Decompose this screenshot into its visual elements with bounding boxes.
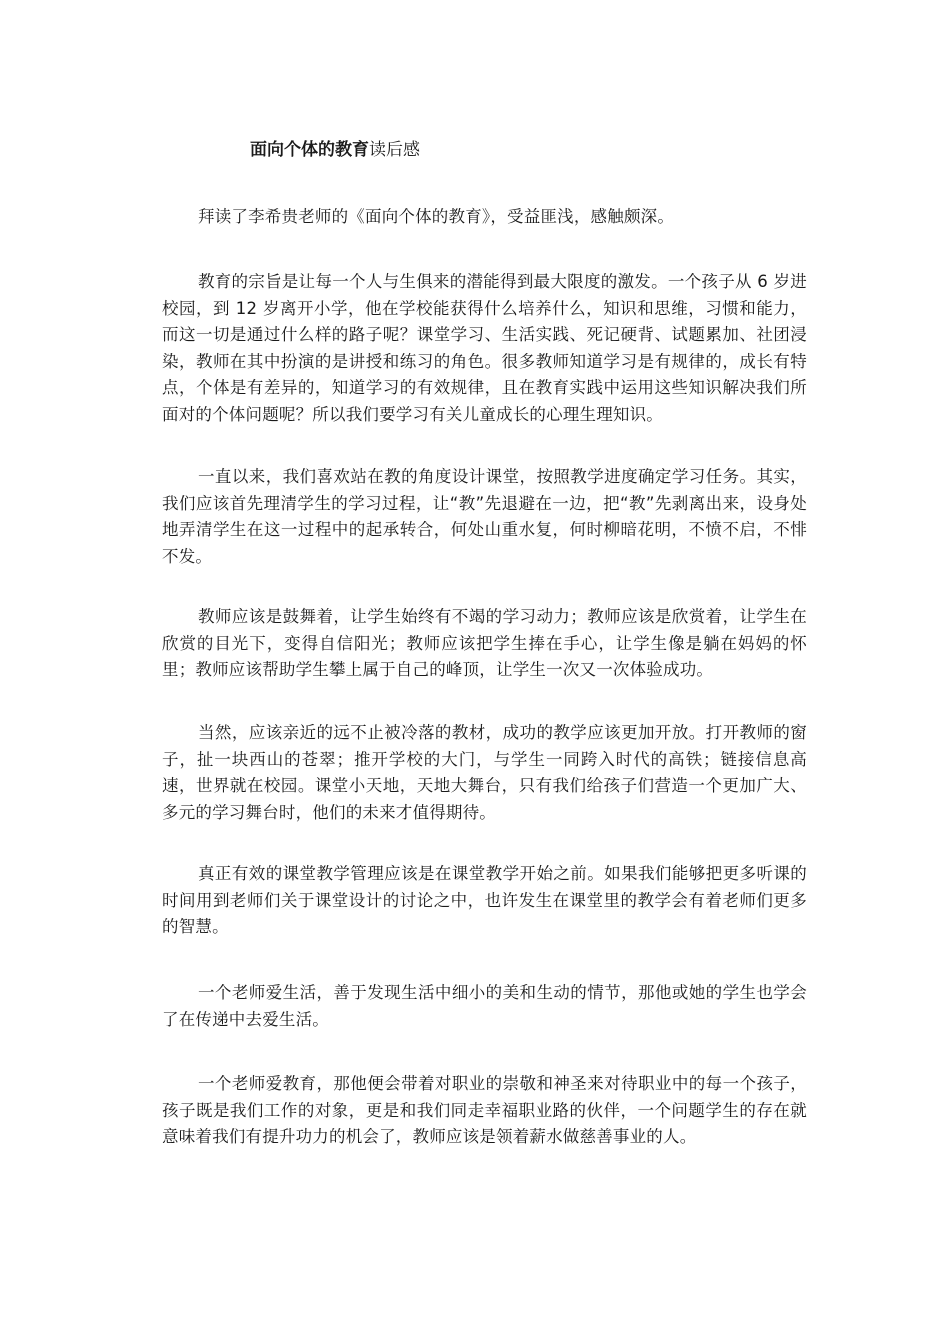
document-title [250,138,420,162]
paragraph-teacher-role: 教师应该是鼓舞着，让学生始终有不竭的学习动力；教师应该是欣赏着，让学生在欣赏的目光下，变得自信阳光；教师应该把学生捧在手心，让学生像是躺在妈妈的怀里；教师应该帮助学生攀上属于自己的峰顶，让学生一次又一次体验成功。 [162,607,807,679]
paragraph-open-teaching: 当然，应该亲近的远不止被冷落的教材，成功的教学应该更加开放。打开教师的窗子，扯一块西山的苍翠；推开学校的大门，与学生一同跨入时代的高铁；链接信息高速，世界就在校园。课堂小天地，天地大舞台，只有我们给孩子们营造一个更加广大、多元的学习舞台时，他们的未来才值得期待。 [162,723,807,822]
paragraph-purpose: 教育的宗旨是让每一个人与生俱来的潜能得到最大限度的激发。一个孩子从 6 岁进校园，到 12 岁离开小学，他在学校能获得什么培养什么，知识和思维，习惯和能力，而这一切是通过什么样的路子呢？课堂学习、生活实践、死记硬背、试题累加、社团浸染，教师在其中扮演的是讲授和练习的角色。很多教师知道学习是有规律的，成长有特点，个体是有差异的，知道学习的有效规律，且在教育实践中运用这些知识解决我们所面对的个体问题呢？所以我们要学习有关儿童成长的心理生理知识。 [162,272,807,424]
paragraph-classroom-management: 真正有效的课堂教学管理应该是在课堂教学开始之前。如果我们能够把更多听课的时间用到老师们关于课堂设计的讨论之中，也许发生在课堂里的教学会有着老师们更多的智慧。 [162,864,807,936]
paragraph-learning-process: 一直以来，我们喜欢站在教的角度设计课堂，按照教学进度确定学习任务。其实，我们应该首先理清学生的学习过程，让“教”先退避在一边，把“教”先剥离出来，设身处地弄清学生在这一过程中的起承转合，何处山重水复，何时柳暗花明，不愤不启，不悱不发。 [162,467,807,566]
title-bold-part: 面向个体的教育 [250,140,369,160]
paragraph-intro: 拜读了李希贵老师的《面向个体的教育》，受益匪浅，感触颇深。 [198,207,675,226]
paragraph-love-life: 一个老师爱生活，善于发现生活中细小的美和生动的情节，那他或她的学生也学会了在传递中去爱生活。 [162,983,807,1029]
title-rest-part: 读后感 [369,140,420,160]
paragraph-love-education: 一个老师爱教育，那他便会带着对职业的崇敬和神圣来对待职业中的每一个孩子，孩子既是我们工作的对象，更是和我们同走幸福职业路的伙伴，一个问题学生的存在就意味着我们有提升功力的机会了，教师应该是领着薪水做慈善事业的人。 [162,1074,807,1146]
